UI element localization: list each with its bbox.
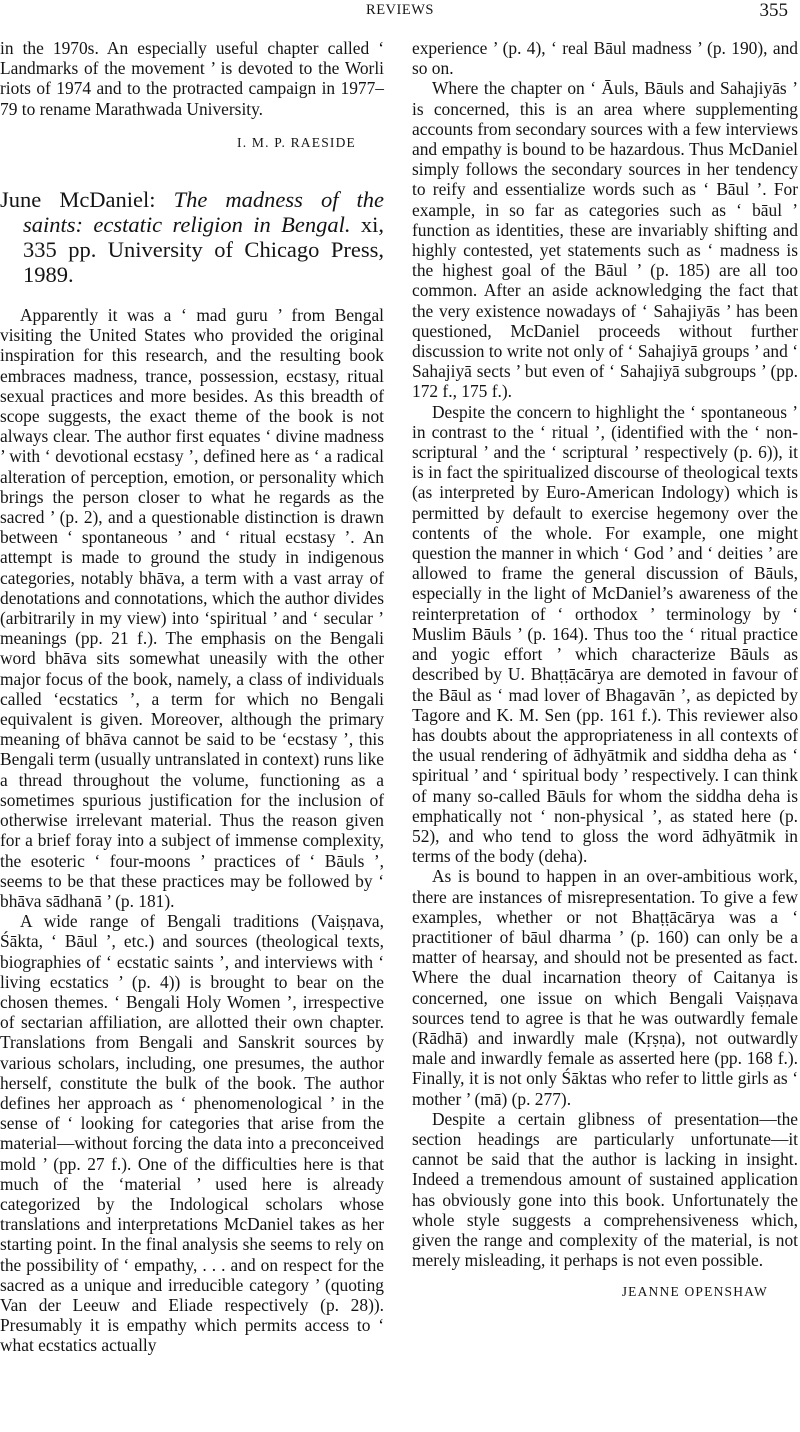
author-last-name: McDaniel [59, 187, 150, 213]
review-heading: June McDaniel: The madness of the saints: ecstatic religion in Bengal. xi, 335 pp. University of Chicago Press, 1989. [0, 187, 384, 288]
review-paragraph: As is bound to happen in an over-ambitious work, there are instances of misrepresentation. To give a few examples, whether or not Bhaṭṭācārya was a ‘ practitioner of bāul dharma ’ (p. 160) can only be a matter of hearsay, and should not be presented as fact. Where the dual incarnation theory of Caitanya is concerned, one issue on which Bengali Vaiṣṇava sources tend to agree is that he was outwardly female (Rādhā) and inwardly male (Kṛṣṇa), not outwardly male and inwardly female as asserted here (pp. 168 f.). Finally, it is not only Śāktas who refer to little girls as ‘ mother ’ (mā) (p. 277). [412, 866, 798, 1109]
carryover-text: in the 1970s. An especially useful chapter called ‘ Landmarks of the movement ’ is devoted to the Worli riots of 1974 and to the protracted campaign in 1977–79 to rename Marathwada University. [0, 38, 384, 119]
book-details: xi, 335 pp. University of Chicago Press, 1989. [23, 212, 384, 288]
review-paragraph: Apparently it was a ‘ mad guru ’ from Bengal visiting the United States who provided the original inspiration for this research, and the resulting book embraces madness, trance, possession, ecstasy, ritual sexual practices and more besides. As this breadth of scope suggests, the exact theme of the book is not always clear. The author first equates ‘ divine madness ’ with ‘ devotional ecstasy ’, defined here as ‘ a radical alteration of perception, emotion, or personality which brings the person closer to what he regards as the sacred ’ (p. 2), and a questionable distinction is drawn between ‘ spontaneous ’ and ‘ ritual ecstasy ’. An attempt is made to ground the study in indigenous categories, notably bhāva, a term with a vast array of denotations and connotations, which the author divides (arbitrarily in my view) into ‘spiritual ’ and ‘ secular ’ meanings (pp. 21 f.). The emphasis on the Bengali word bhāva sits somewhat uneasily with the other major focus of the book, namely, a class of individuals called ‘ecstatics ’, a term for which no Bengali equivalent is given. Moreover, although the primary meaning of bhāva cannot be said to be ‘ecstasy ’, this Bengali term (usually untranslated in context) runs like a thread throughout the volume, functioning as a sometimes spurious justification for the inclusion of otherwise irrelevant material. Thus the reason given for a brief foray into a subject of immense complexity, the esoteric ‘ four-moons ’ practices of ‘ Bāuls ’, seems to be that these practices may be followed by ‘ bhāva sādhanā ’ (p. 181). [0, 305, 384, 911]
review-paragraph: A wide range of Bengali traditions (Vaiṣṇava, Śākta, ‘ Bāul ’, etc.) and sources (theological texts, biographies of ‘ ecstatic saints ’, and interviews with ‘ living ecstatics ’ (p. 4)) is brought to bear on the chosen themes. ‘ Bengali Holy Women ’, irrespective of sectarian affiliation, are allotted their own chapter. Translations from Bengali and Sanskrit sources by various scholars, including, one presumes, the author herself, constitute the bulk of the book. The author defines her approach as ‘ phenomenological ’ in the sense of ‘ looking for categories that arise from the material—without forcing the data into a preconceived mold ’ (pp. 27 f.). One of the difficulties here is that much of the ‘material ’ used here is already categorized by the Indological scholars whose translations and interpretations McDaniel takes as her starting point. In the final analysis she seems to rely on the possibility of ‘ empathy, . . . and on respect for the sacred as a unique and irreducible category ’ (quoting Van der Leeuw and Eliade respectively (p. 28)). Presumably it is empathy which permits access to ‘ what ecstatics actually [0, 911, 384, 1356]
page-number: 355 [759, 0, 788, 21]
previous-reviewer-signature: I. M. P. RAESIDE [237, 134, 356, 150]
running-head [0, 0, 800, 24]
review-paragraph: Where the chapter on ‘ Āuls, Bāuls and Sahajiyās ’ is concerned, this is an area where supplementing accounts from secondary sources with a few interviews and empathy is bound to be hazardous. Thus McDaniel simply follows the secondary sources in her tendency to reify and essentialize words such as ‘ Bāul ’. For example, in so far as categories such as ‘ bāul ’ function as identities, these are invariably shifting and highly contested, yet statements such as ‘ madness is the highest goal of the Bāul ’ (p. 185) are all too common. After an aside acknowledging the fact that the very existence nowadays of ‘ Sahajiyās ’ has been questioned, McDaniel proceeds without further discussion to write not only of ‘ Sahajiyā groups ’ and ‘ Sahajiyā sects ’ but even of ‘ Sahajiyā subgroups ’ (pp. 172 f., 175 f.). [412, 78, 798, 402]
author-first-name: June [0, 187, 42, 213]
review-paragraph: Despite the concern to highlight the ‘ spontaneous ’ in contrast to the ‘ ritual ’, (identified with the ‘ non-scriptural ’ and the ‘ scriptural ’ respectively (p. 6)), it is in fact the spiritualized discourse of theological texts (as interpreted by Euro-American Indology) which is permitted by default to exercise hegemony over the contents of the whole. For example, one might question the manner in which ‘ God ’ and ‘ deities ’ are allowed to frame the general discussion of Bāuls, especially in the light of McDaniel’s awareness of the reinterpretation of ‘ orthodox ’ terminology by ‘ Muslim Bāuls ’ (p. 164). Thus too the ‘ ritual practice and yogic effort ’ which characterize Bāuls as described by U. Bhaṭṭācārya are demoted in favour of the Bāul as ‘ mad lover of Bhagavān ’, as depicted by Tagore and K. M. Sen (pp. 161 f.). This reviewer also has doubts about the appropriateness in all contexts of the usual rendering of ādhyātmik and siddha deha as ‘ spiritual ’ and ‘ spiritual body ’ respectively. I can think of many so-called Bāuls for whom the siddha deha is emphatically not ‘ non-physical ’, as stated here (p. 52), and who tend to gloss the word ādhyātmik in terms of the body (deha). [412, 401, 798, 867]
right-column [412, 38, 798, 1303]
carryover-text: experience ’ (p. 4), ‘ real Bāul madness ’ (p. 190), and so on. [412, 38, 798, 79]
review-paragraph: Despite a certain glibness of presentation—the section headings are particularly unfortunate—it cannot be said that the author is lacking in insight. Indeed a tremendous amount of sustained application has obviously gone into this book. Unfortunately the whole style suggests a comprehensiveness which, given the range and complexity of the material, is not merely misleading, it perhaps is not even possible. [412, 1108, 798, 1271]
left-column [0, 38, 384, 1356]
reviewer-signature: JEANNE OPENSHAW [621, 1284, 768, 1300]
book-title: The madness of the saints: ecstatic religion in Bengal. [23, 187, 384, 238]
running-title: REVIEWS [366, 2, 434, 18]
